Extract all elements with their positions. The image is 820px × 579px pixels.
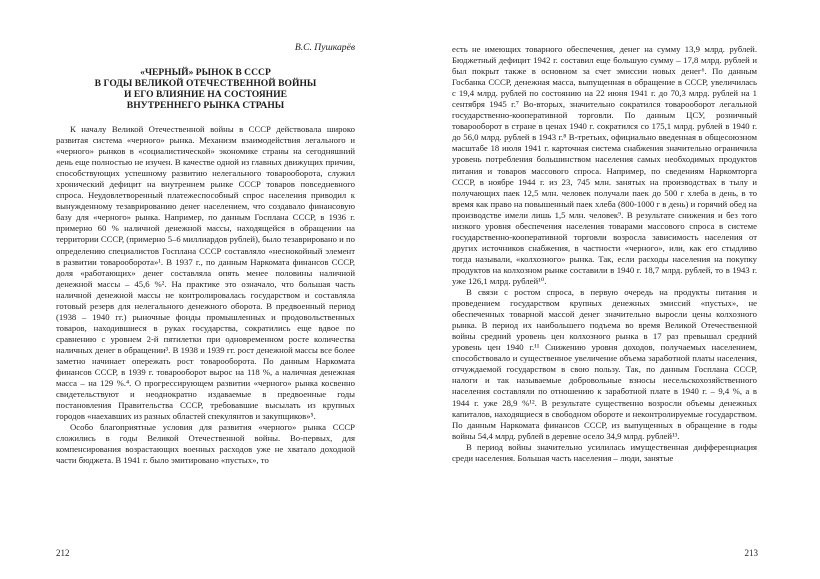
title-line: ВНУТРЕННЕГО РЫНКА СТРАНЫ — [126, 100, 285, 111]
paragraph: Особо благоприятные условия для развития «черного» рынка СССР сложились в годы Великой Отечественной войны. Во-первых, для компенсирования возрастающих военных расходов уже не хватало доходной части бюджета. В 1941 г. было эмитировано «пустых», то — [56, 422, 355, 466]
right-column — [452, 44, 757, 464]
left-column — [56, 42, 355, 466]
author-name: В.С. Пушкарёв — [294, 42, 355, 53]
title-line: В ГОДЫ ВЕЛИКОЙ ОТЕЧЕСТВЕННОЙ ВОЙНЫ — [94, 78, 317, 89]
title-line: «ЧЕРНЫЙ» РЫНОК В СССР — [140, 67, 271, 78]
page-number: 212 — [56, 548, 70, 558]
page-number: 213 — [744, 548, 758, 558]
title-line: И ЕГО ВЛИЯНИЕ НА СОСТОЯНИЕ — [123, 89, 287, 100]
paragraph: В период войны значительно усилилась имущественная дифференциация среди населения. Большая часть населения – люди, занятые — [452, 441, 757, 463]
paragraph: К началу Великой Отечественной войны в СССР действовала широко развитая система «черного» рынка. Механизм взаимодействия легального и «черного» рынков в «социалистической» экономике страны на сегодняшний день еще полностью не изучен. В качестве одной из главных движущих причин, способствующих успешному развитию нелегального товарооборота, служил хронический дефицит на внутреннем рынке СССР товаров повседневного спроса. Неудовлетворенный платежеспособный спрос населения приводил к вынужденному тезаврированию денег населением, что создавало финансовую базу для «черного» рынка. Например, по данным Госплана СССР, в 1936 г. примерно 60 % наличной денежной массы, находящейся в обращении на территории СССР, (примерно 5–6 миллиардов рублей), было тезаврировано и по определению специалистов Госплана СССР составляло «неснокойный элемент в развитии товарооборота»¹. В 1937 г., по данным Наркомата финансов СССР, доля «работающих» денег составляла опять менее половины наличной денежной массы – 45,6 %². На практике это означало, что большая часть наличной денежной массы не контролировалась государством и составляла готовый резерв для нелегального денежного оборота. В предвоенный период (1938 – 1940 гг.) рыночные фонды промышленных и продовольственных товаров, находившиеся в руках государства, сократились еще вдвое по сравнению с уровнем 2-й пятилетки при одновременном росте количества наличных денег в обращении³. В 1938 и 1939 гг. рост денежной массы все более заметно начинает опережать рост товарооборота. По данным Наркомата финансов СССР, в 1939 г. товарооборот вырос на 118 %, а наличная денежная масса – на 129 %.⁴. О прогрессирующем развитии «черного» рынка косвенно свидетельствуют и неоднократно издаваемые в предвоенные годы постановления Правительства СССР, требовавшие высылать из крупных городов «наехавших из разных областей спекулянтов и закупщиков»⁵. — [56, 124, 355, 422]
right-page — [410, 0, 820, 579]
right-body-text — [452, 44, 757, 464]
paragraph: В связи с ростом спроса, в первую очередь на продукты питания и проведением государством крупных денежных эмиссий «пустых», не обеспеченных товарной массой денег значительно выросли цены колхозного рынка. В период их наибольшего подъема во время Великой Отечественной войны средний уровень цен колхозного рынка в 17 раз превышал средний уровень цен 1940 г.¹¹ Снижению уровня доходов, получаемых населением, способствовало и существенное увеличение объема заработной платы населения, отчуждаемой государством в свою пользу. Так, по данным Госплана СССР, налоги и так называемые добровольные взносы несельскохозяйственного населения составляли по отношению к заработной плате в 1940 г. – 9,4 %, а в 1944 г. уже 28,9 %¹². В результате существенно возросли объемы денежных капиталов, находящиеся в свободном обороте и неконтролируемые государством. По данным Наркомата финансов СССР, из выпущенных в обращение в годы войны 54,4 млрд. рублей в деревне осело 34,9 млрд. рублей¹³. — [452, 287, 757, 441]
article-title — [56, 67, 355, 111]
paragraph: есть не имеющих товарного обеспечения, денег на сумму 13,9 млрд. рублей. Бюджетный дефицит 1942 г. составил еще большую сумму – 17,8 млрд. рублей и был покрыт также в основном за счет эмиссии новых денег⁶. По данным Госбанка СССР, денежная масса, выпущенная в обращение в СССР, увеличилась с 19,4 млрд. рублей по состоянию на 22 июня 1941 г. до 70,3 млрд. рублей на 1 сентября 1945 г.⁷ Во-вторых, значительно сократился товарооборот легальной государственно-кооперативной торговли. По данным ЦСУ, розничный товарооборот в стране в ценах 1940 г. сократился со 175,1 млрд. рублей в 1940 г. до 56,0 млрд. рублей в 1943 г.⁸ В-третьих, официально введенная в общесоюзном масштабе 18 июля 1941 г. карточная система снабжения значительно ограничила уровень потребления большинством населения самых необходимых продуктов питания и товаров массового спроса. Например, по сведениям Наркомторга СССР, в ноябре 1944 г. из 23, 745 млн. занятых на производствах в тылу и получающих паек 12,5 млн. человек получали паек до 500 г хлеба в день, в то время как право на повышенный паек хлеба (800-1000 г в день) и горячий обед на производстве имели лишь 1,5 млн. человек⁹. В результате снижения и без того низкого уровня обеспечения населения товарами массового спроса в системе государственно-кооперативной торговли возросла зависимость населения от других источников снабжения, в частности «черного», или, как его стыдливо тогда называли, «колхозного» рынка. Так, если расходы населения на покупку продуктов на колхозном рынке составили в 1940 г. 18,7 млрд. рублей, то в 1943 г. уже 126,1 млрд. рублей¹⁰. — [452, 44, 757, 286]
left-body-text — [56, 124, 355, 466]
